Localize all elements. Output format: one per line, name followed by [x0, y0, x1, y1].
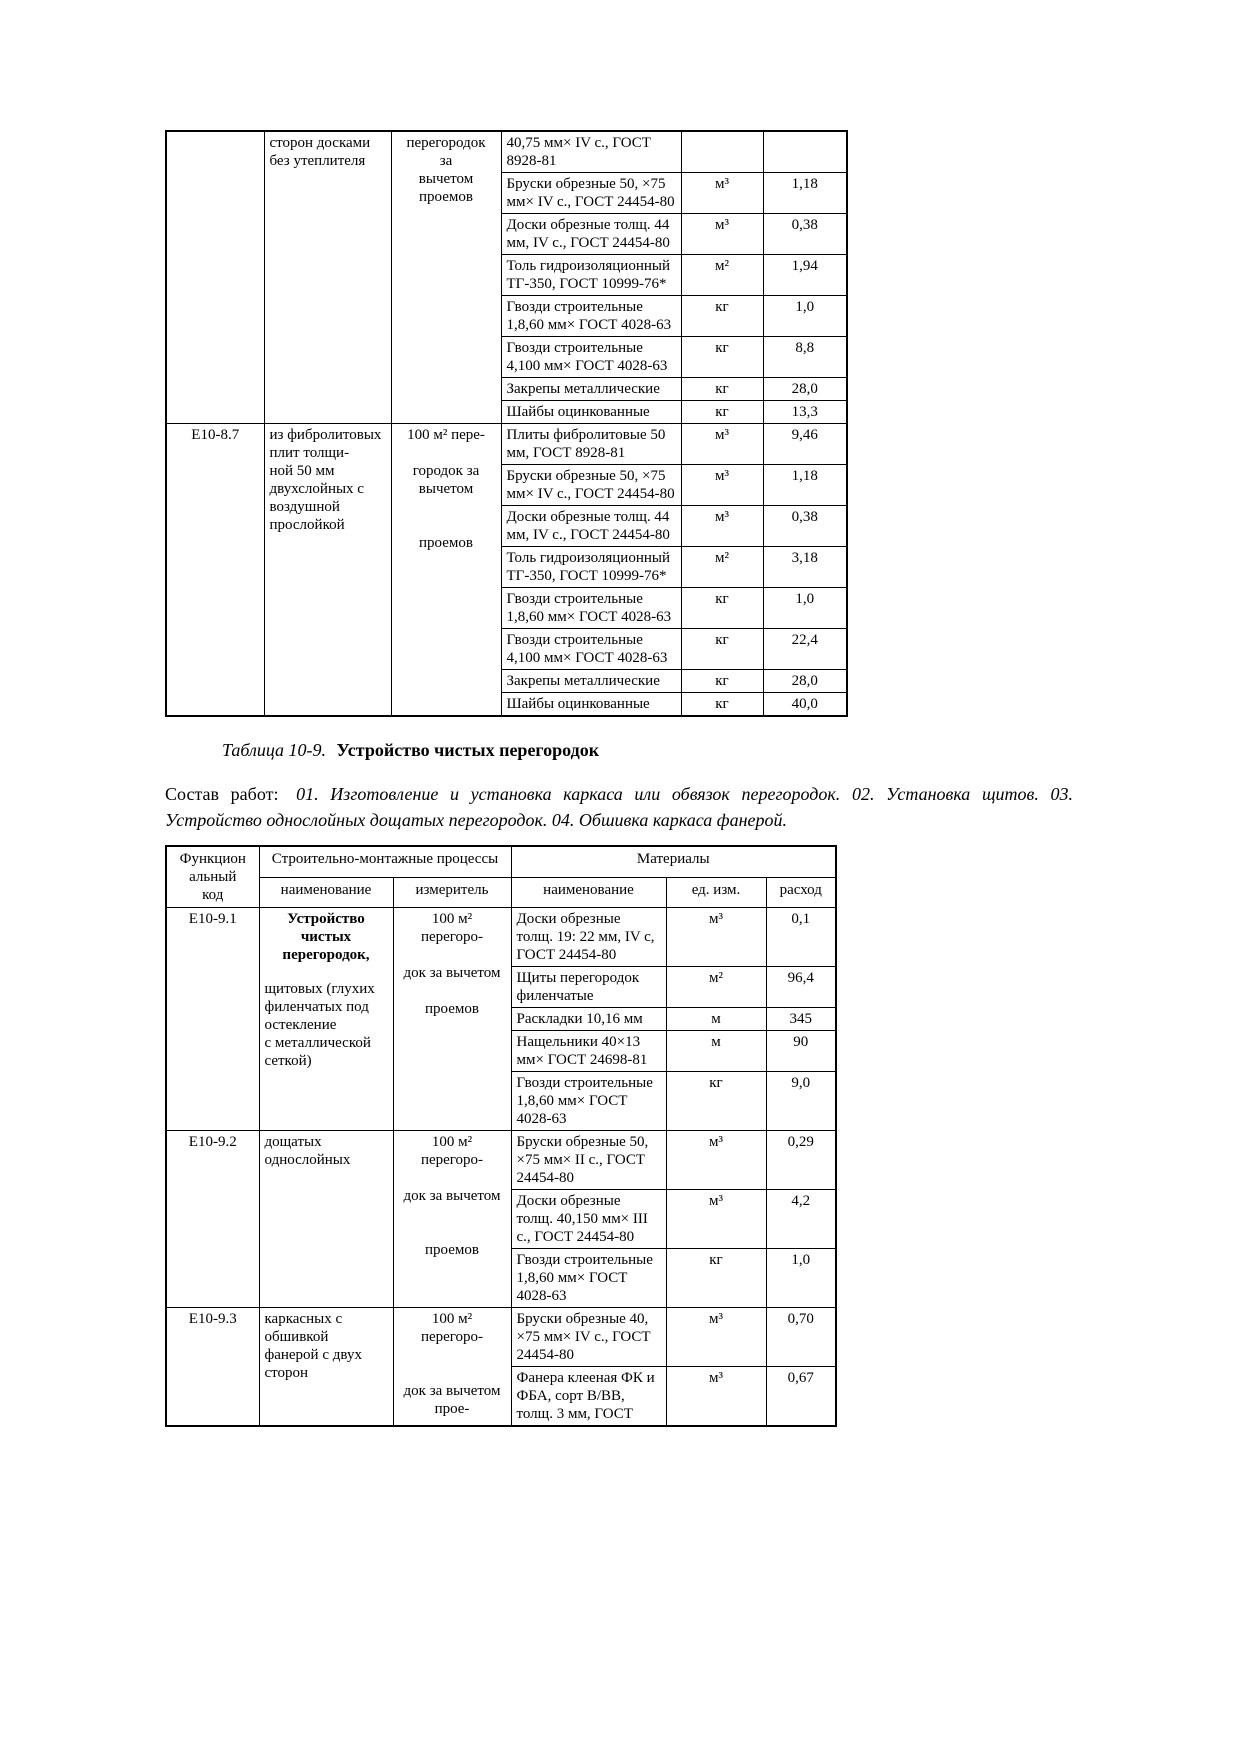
- section-title-line: Устройство: [287, 911, 365, 927]
- process-name-cell: [259, 1308, 393, 1427]
- material-name-cell: Толь гидроизоляционный ТГ-350, ГОСТ 10999-76*: [501, 255, 681, 296]
- consumption-cell: 0,70: [766, 1308, 836, 1367]
- process-name-line: прослойкой: [269, 517, 345, 533]
- unit-cell: м³: [666, 908, 766, 967]
- material-name-cell: Толь гидроизоляционный ТГ-350, ГОСТ 10999-76*: [501, 547, 681, 588]
- unit-cell: кг: [681, 378, 763, 401]
- consumption-cell: 28,0: [763, 670, 847, 693]
- works-text: 01. Изготовление и установка каркаса или обвязок перегородок. 02. Установка щитов. 03. Устройство однослойных дощатых перегородок. 04. Обшивка каркаса фанерой.: [165, 784, 1074, 830]
- measure-line: за: [439, 153, 453, 169]
- process-name-cell: [259, 908, 393, 1131]
- process-name-line: сторон досками: [269, 135, 371, 151]
- process-name-line: однослойных: [264, 1152, 351, 1168]
- unit-cell: м³: [681, 465, 763, 506]
- materials-table-e10-8-body: [166, 131, 847, 716]
- material-name-cell: Гвозди строительные 4,100 мм× ГОСТ 4028-63: [501, 337, 681, 378]
- unit-cell: кг: [681, 337, 763, 378]
- material-name-cell: Гвозди строительные 4,100 мм× ГОСТ 4028-63: [501, 629, 681, 670]
- process-name-line: сторон: [264, 1365, 309, 1381]
- material-row: [166, 1131, 836, 1190]
- measure-line: перегородок: [406, 135, 486, 151]
- unit-cell: м²: [681, 547, 763, 588]
- unit-cell: кг: [666, 1072, 766, 1131]
- measure-line: [399, 1223, 506, 1241]
- measure-line: проемов: [419, 189, 473, 205]
- measure-line: [399, 1364, 506, 1382]
- unit-cell: м: [666, 1008, 766, 1031]
- header-functional-code-line: Функцион: [179, 851, 246, 867]
- material-name-cell: Доски обрезные толщ. 44 мм, IV с., ГОСТ 24454-80: [501, 214, 681, 255]
- unit-cell: кг: [681, 296, 763, 337]
- measure-line: док за вычетом: [403, 1383, 501, 1399]
- measure-line: проемов: [419, 535, 473, 551]
- materials-table-e10-8: [165, 130, 848, 717]
- material-name-cell: Доски обрезные толщ. 19: 22 мм, IV с, ГОСТ 24454-80: [511, 908, 666, 967]
- header-row-1: [166, 846, 836, 877]
- unit-cell: кг: [681, 629, 763, 670]
- measure-cell: [393, 908, 511, 1131]
- measure-line: [399, 982, 506, 1000]
- process-name-line: плит толщи-: [269, 445, 350, 461]
- unit-cell: м: [666, 1031, 766, 1072]
- consumption-cell: 0,1: [766, 908, 836, 967]
- unit-cell: м³: [681, 424, 763, 465]
- measure-line: [397, 516, 496, 534]
- measure-cell: [391, 424, 501, 717]
- measure-line: [397, 444, 496, 462]
- measure-line: 100 м²: [431, 911, 473, 927]
- measure-line: прое-: [434, 1401, 470, 1417]
- header-unit: ед. изм.: [666, 877, 766, 907]
- unit-cell: м³: [681, 506, 763, 547]
- unit-cell: м³: [666, 1367, 766, 1427]
- measure-line: перегоро-: [420, 1152, 484, 1168]
- process-name-line: каркасных с: [264, 1311, 343, 1327]
- process-name-line: сеткой): [264, 1053, 312, 1069]
- measure-line: проемов: [425, 1242, 479, 1258]
- consumption-cell: 1,0: [763, 588, 847, 629]
- material-name-cell: Доски обрезные толщ. 44 мм, IV с., ГОСТ 24454-80: [501, 506, 681, 547]
- consumption-cell: 90: [766, 1031, 836, 1072]
- material-name-cell: Бруски обрезные 50, ×75 мм× IV с., ГОСТ 24454-80: [501, 173, 681, 214]
- measure-cell: [393, 1131, 511, 1308]
- measure-cell: [391, 131, 501, 424]
- measure-line: вычетом: [418, 171, 474, 187]
- consumption-cell: 4,2: [766, 1190, 836, 1249]
- measure-line: [399, 946, 506, 964]
- header-process-name: наименование: [259, 877, 393, 907]
- measure-line: [397, 498, 496, 516]
- consumption-cell: 0,38: [763, 214, 847, 255]
- unit-cell: м³: [681, 173, 763, 214]
- material-name-cell: Шайбы оцинкованные: [501, 401, 681, 424]
- process-name-line: из фибролитовых: [269, 427, 382, 443]
- material-name-cell: Плиты фибролитовые 50 мм, ГОСТ 8928-81: [501, 424, 681, 465]
- table-title: Устройство чистых перегородок: [336, 740, 600, 760]
- consumption-cell: 8,8: [763, 337, 847, 378]
- table-caption: [222, 739, 1180, 761]
- header-row-2: [166, 877, 836, 907]
- process-name-line: филенчатых под: [264, 999, 369, 1015]
- consumption-cell: 0,38: [763, 506, 847, 547]
- measure-line: 100 м²: [431, 1134, 473, 1150]
- header-functional-code: [166, 846, 259, 908]
- consumption-cell: 9,46: [763, 424, 847, 465]
- consumption-cell: 3,18: [763, 547, 847, 588]
- consumption-cell: 40,0: [763, 693, 847, 717]
- process-name-cell: [259, 1131, 393, 1308]
- process-name-line: ной 50 мм: [269, 463, 335, 479]
- consumption-cell: 28,0: [763, 378, 847, 401]
- process-name-line: с металлической: [264, 1035, 371, 1051]
- functional-code-cell: Е10-8.7: [166, 424, 264, 717]
- unit-cell: м²: [681, 255, 763, 296]
- functional-code-cell: Е10-9.3: [166, 1308, 259, 1427]
- material-name-cell: Доски обрезные толщ. 40,150 мм× III с., ГОСТ 24454-80: [511, 1190, 666, 1249]
- material-name-cell: Бруски обрезные 50, ×75 мм× II с., ГОСТ 24454-80: [511, 1131, 666, 1190]
- measure-line: вычетом: [418, 481, 474, 497]
- header-functional-code-line: код: [202, 887, 224, 903]
- measure-cell: [393, 1308, 511, 1427]
- measure-line: док за вычетом: [403, 1188, 501, 1204]
- material-name-cell: Раскладки 10,16 мм: [511, 1008, 666, 1031]
- consumption-cell: 9,0: [766, 1072, 836, 1131]
- process-name-line: без утеплителя: [269, 153, 366, 169]
- material-name-cell: Шайбы оцинкованные: [501, 693, 681, 717]
- works-label: Состав работ:: [165, 784, 279, 804]
- materials-table-e10-9-body: [166, 908, 836, 1427]
- unit-cell: м³: [666, 1131, 766, 1190]
- materials-table-e10-9-header: [166, 846, 836, 908]
- process-name-line: обшивкой: [264, 1329, 329, 1345]
- material-name-cell: Гвозди строительные 1,8,60 мм× ГОСТ 4028-63: [511, 1249, 666, 1308]
- material-row: [166, 908, 836, 967]
- process-name-line: воздушной: [269, 499, 340, 515]
- measure-line: [399, 1169, 506, 1187]
- material-name-cell: Закрепы металлические: [501, 378, 681, 401]
- material-row: [166, 424, 847, 465]
- material-name-cell: 40,75 мм× IV с., ГОСТ 8928-81: [501, 131, 681, 173]
- process-name-line: дощатых: [264, 1134, 322, 1150]
- consumption-cell: 0,29: [766, 1131, 836, 1190]
- unit-cell: кг: [681, 588, 763, 629]
- unit-cell: кг: [666, 1249, 766, 1308]
- material-name-cell: Бруски обрезные 50, ×75 мм× IV с., ГОСТ 24454-80: [501, 465, 681, 506]
- measure-line: 100 м² пере-: [407, 427, 485, 443]
- measure-line: док за вычетом: [403, 965, 501, 981]
- material-name-cell: Гвозди строительные 1,8,60 мм× ГОСТ 4028-63: [501, 296, 681, 337]
- material-row: [166, 131, 847, 173]
- measure-line: [399, 1205, 506, 1223]
- consumption-cell: 1,0: [763, 296, 847, 337]
- material-row: [166, 1308, 836, 1367]
- header-processes: Строительно-монтажные процессы: [259, 846, 511, 877]
- measure-line: 100 м²: [431, 1311, 473, 1327]
- material-name-cell: Щиты перегородок филенчатые: [511, 967, 666, 1008]
- process-name-line: остекление: [264, 1017, 337, 1033]
- materials-table-e10-9: [165, 845, 837, 1427]
- material-name-cell: Бруски обрезные 40, ×75 мм× IV с., ГОСТ 24454-80: [511, 1308, 666, 1367]
- unit-cell: м³: [666, 1308, 766, 1367]
- section-title-line: перегородок,: [282, 947, 370, 963]
- section-title-line: чистых: [300, 929, 352, 945]
- consumption-cell: 96,4: [766, 967, 836, 1008]
- section-title: [265, 910, 388, 964]
- header-consumption: расход: [766, 877, 836, 907]
- process-name-cell: [264, 131, 391, 424]
- table-number: Таблица 10-9.: [222, 740, 327, 760]
- header-functional-code-line: альный: [189, 869, 237, 885]
- material-name-cell: Закрепы металлические: [501, 670, 681, 693]
- measure-line: городок за: [412, 463, 480, 479]
- unit-cell: кг: [681, 670, 763, 693]
- consumption-cell: 22,4: [763, 629, 847, 670]
- unit-cell: м³: [666, 1190, 766, 1249]
- process-name-line: щитовых (глухих: [264, 981, 375, 997]
- process-name-line: фанерой с двух: [264, 1347, 362, 1363]
- works-paragraph: [165, 781, 1073, 833]
- functional-code-cell: Е10-9.1: [166, 908, 259, 1131]
- measure-line: [399, 1346, 506, 1364]
- consumption-cell: 1,94: [763, 255, 847, 296]
- header-materials: Материалы: [511, 846, 836, 877]
- functional-code-cell: [166, 131, 264, 424]
- unit-cell: м³: [681, 214, 763, 255]
- unit-cell: м²: [666, 967, 766, 1008]
- consumption-cell: 345: [766, 1008, 836, 1031]
- process-name-line: двухслойных с: [269, 481, 364, 497]
- material-name-cell: Нащельники 40×13 мм× ГОСТ 24698-81: [511, 1031, 666, 1072]
- unit-cell: кг: [681, 693, 763, 717]
- unit-cell: [681, 131, 763, 173]
- unit-cell: кг: [681, 401, 763, 424]
- material-name-cell: Гвозди строительные 1,8,60 мм× ГОСТ 4028-63: [501, 588, 681, 629]
- material-name-cell: Гвозди строительные 1,8,60 мм× ГОСТ 4028-63: [511, 1072, 666, 1131]
- consumption-cell: 13,3: [763, 401, 847, 424]
- consumption-cell: 1,18: [763, 173, 847, 214]
- consumption-cell: [763, 131, 847, 173]
- material-name-cell: Фанера клееная ФК и ФБА, сорт В/ВВ, толщ. 3 мм, ГОСТ: [511, 1367, 666, 1427]
- functional-code-cell: Е10-9.2: [166, 1131, 259, 1308]
- measure-line: проемов: [425, 1001, 479, 1017]
- consumption-cell: 1,0: [766, 1249, 836, 1308]
- process-name-cell: [264, 424, 391, 717]
- consumption-cell: 0,67: [766, 1367, 836, 1427]
- measure-line: перегоро-: [420, 929, 484, 945]
- header-material-name: наименование: [511, 877, 666, 907]
- consumption-cell: 1,18: [763, 465, 847, 506]
- measure-line: перегоро-: [420, 1329, 484, 1345]
- header-measure: измеритель: [393, 877, 511, 907]
